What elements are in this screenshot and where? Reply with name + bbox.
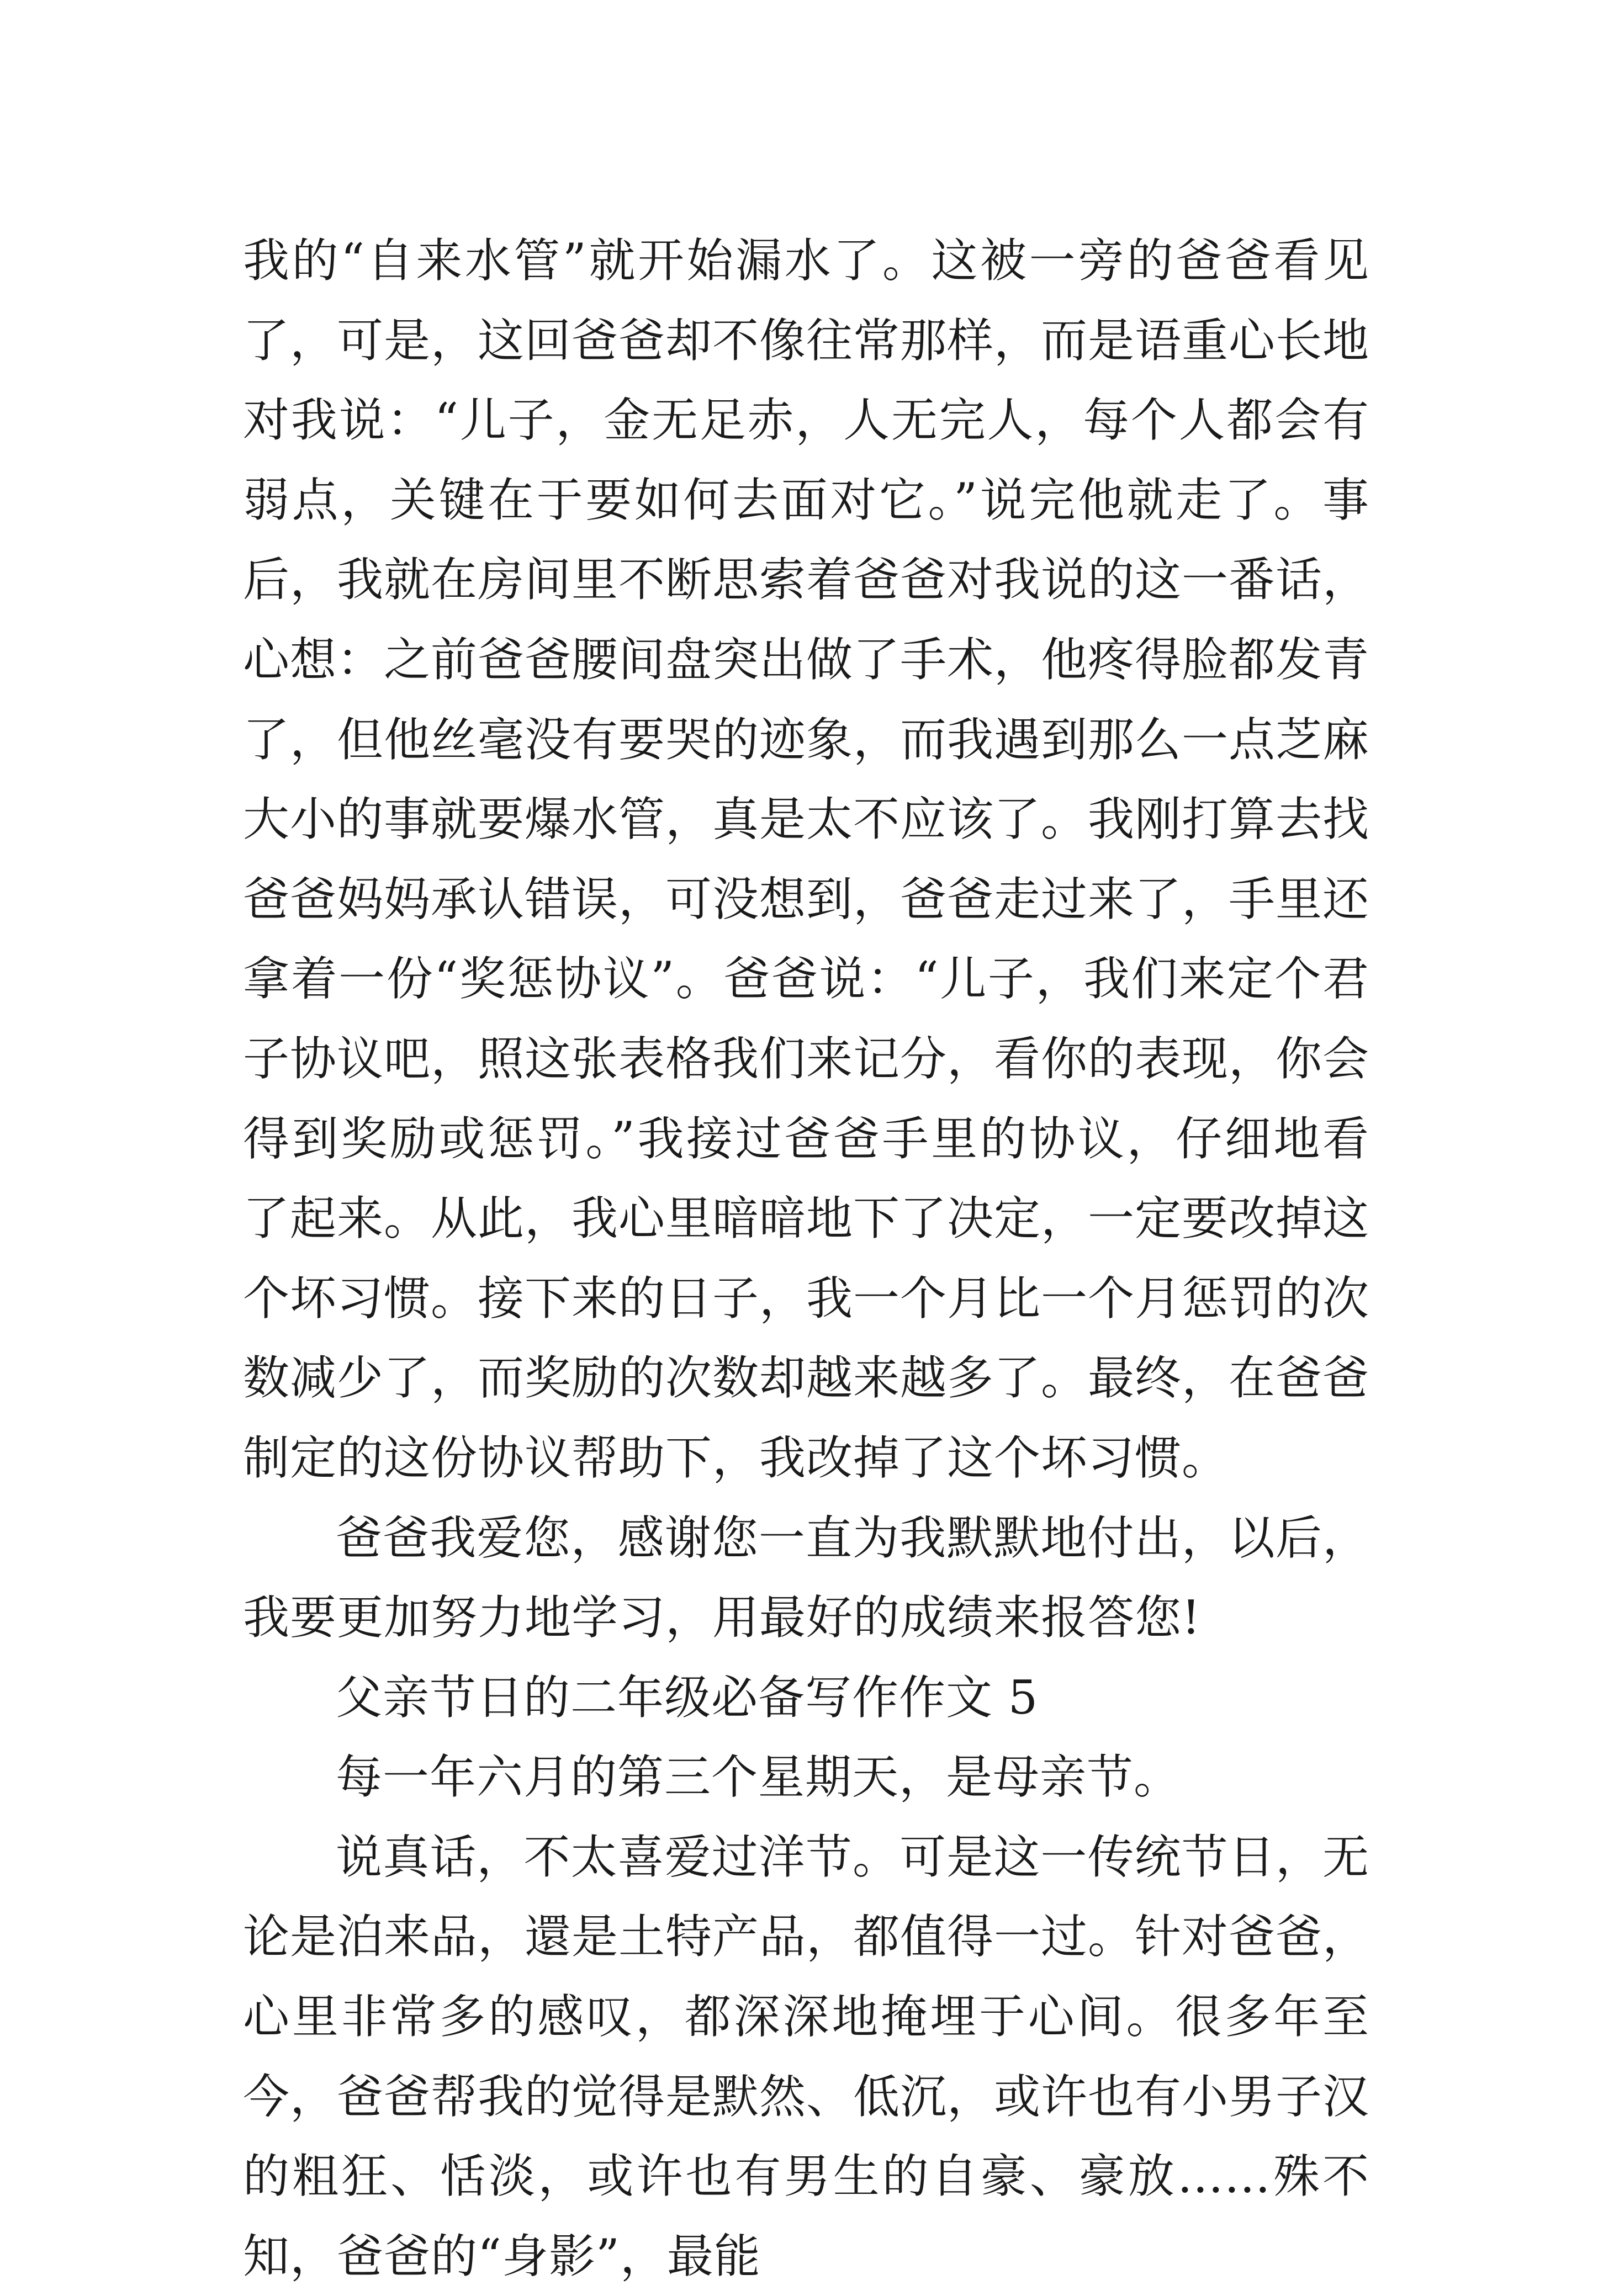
paragraph-truth: 说真话，不太喜爱过洋节。可是这一传统节日，无论是泊来品，還是土特产品，都值得一过。针对爸爸，心里非常多的感叹，都深深地掩埋于心间。很多年至今，爸爸帮我的觉得是默然、低沉，或许也有小男子汉的粗狂、恬淡，或许也有男生的自豪、豪放……殊不知，爸爸的“身影”，最能 (243, 1830, 1370, 2283)
paragraph-love-father: 爸爸我爱您，感谢您一直为我默默地付出，以后，我要更加努力地学习，用最好的成绩来报答您! (243, 1510, 1369, 1645)
essay-title-5: 父亲节日的二年级必备写作作文 5 (336, 1670, 1039, 1725)
paragraph-continuation: 我的“自来水管”就开始漏水了。这被一旁的爸爸看见了，可是，这回爸爸却不像往常那样，而是语重心长地对我说：“儿子，金无足赤，人无完人，每个人都会有弱点，关键在于要如何去面对它。”说完他就走了。事后，我就在房间里不断思索着爸爸对我说的这一番话，心想：之前爸爸腰间盘突出做了手术，他疼得脸都发青了，但他丝毫没有要哭的迹象，而我遇到那么一点芝麻大小的事就要爆水管，真是太不应该了。我刚打算去找爸爸妈妈承认错误，可没想到，爸爸走过来了，手里还拿着一份“奖惩协议”。爸爸说：“儿子，我们来定个君子协议吧，照这张表格我们来记分，看你的表现，你会得到奖励或惩罚。”我接过爸爸手里的协议，仔细地看了起来。从此，我心里暗暗地下了决定，一定要改掉这个坏习惯。接下来的日子，我一个月比一个月惩罚的次数减少了，而奖励的次数却越来越多了。最终，在爸爸制定的这份协议帮助下，我改掉了这个坏习惯。 (243, 234, 1370, 1485)
paragraph-date: 每一年六月的第三个星期天，是母亲节。 (336, 1750, 1181, 1805)
essay-body (243, 221, 1369, 2296)
